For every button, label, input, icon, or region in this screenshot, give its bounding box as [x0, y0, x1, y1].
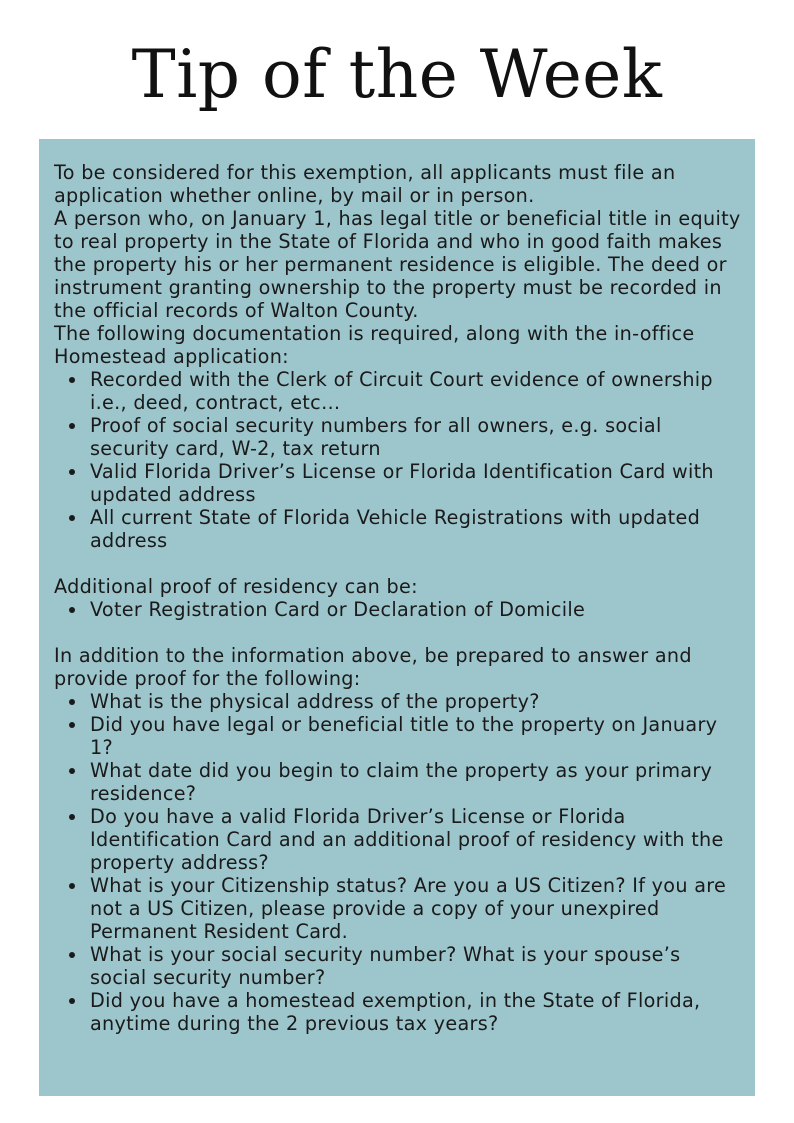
page-title: Tip of the Week	[131, 36, 663, 113]
list-item: Recorded with the Clerk of Circuit Court evidence of ownership i.e., deed, contract, etc…	[90, 368, 743, 414]
additional-proof-heading: Additional proof of residency can be:	[54, 575, 418, 598]
list-item: What is your social security number? What is your spouse’s social security number?	[90, 943, 743, 989]
list-item: Voter Registration Card or Declaration of Domicile	[90, 598, 743, 621]
questions-list	[54, 690, 743, 1035]
eligibility-paragraph: A person who, on January 1, has legal title or beneficial title in equity to real property in the State of Florida and who in good faith makes the property his or her permanent residence is eligible. The deed or instrument granting ownership to the property must be recorded in the official records of Walton County.	[54, 207, 741, 322]
documentation-intro: The following documentation is required, along with the in-office Homestead application:	[54, 322, 695, 368]
required-docs-list	[54, 368, 743, 552]
list-item: Proof of social security numbers for all owners, e.g. social security card, W-2, tax return	[90, 414, 743, 460]
spacer	[54, 552, 743, 575]
questions-heading: In addition to the information above, be prepared to answer and provide proof for the following:	[54, 644, 692, 690]
intro-paragraph: To be considered for this exemption, all applicants must file an application whether online, by mail or in person.	[54, 161, 676, 207]
list-item: What date did you begin to claim the property as your primary residence?	[90, 759, 743, 805]
list-item: Did you have a homestead exemption, in the State of Florida, anytime during the 2 previous tax years?	[90, 989, 743, 1035]
list-item: What is the physical address of the property?	[90, 690, 743, 713]
spacer	[54, 621, 743, 644]
list-item: Valid Florida Driver’s License or Florida Identification Card with updated address	[90, 460, 743, 506]
info-card	[39, 139, 755, 1096]
additional-docs-list	[54, 598, 743, 621]
list-item: Do you have a valid Florida Driver’s License or Florida Identification Card and an additional proof of residency with the property address?	[90, 805, 743, 874]
list-item: All current State of Florida Vehicle Registrations with updated address	[90, 506, 743, 552]
list-item: What is your Citizenship status? Are you a US Citizen? If you are not a US Citizen, please provide a copy of your unexpired Permanent Resident Card.	[90, 874, 743, 943]
list-item: Did you have legal or beneficial title to the property on January 1?	[90, 713, 743, 759]
